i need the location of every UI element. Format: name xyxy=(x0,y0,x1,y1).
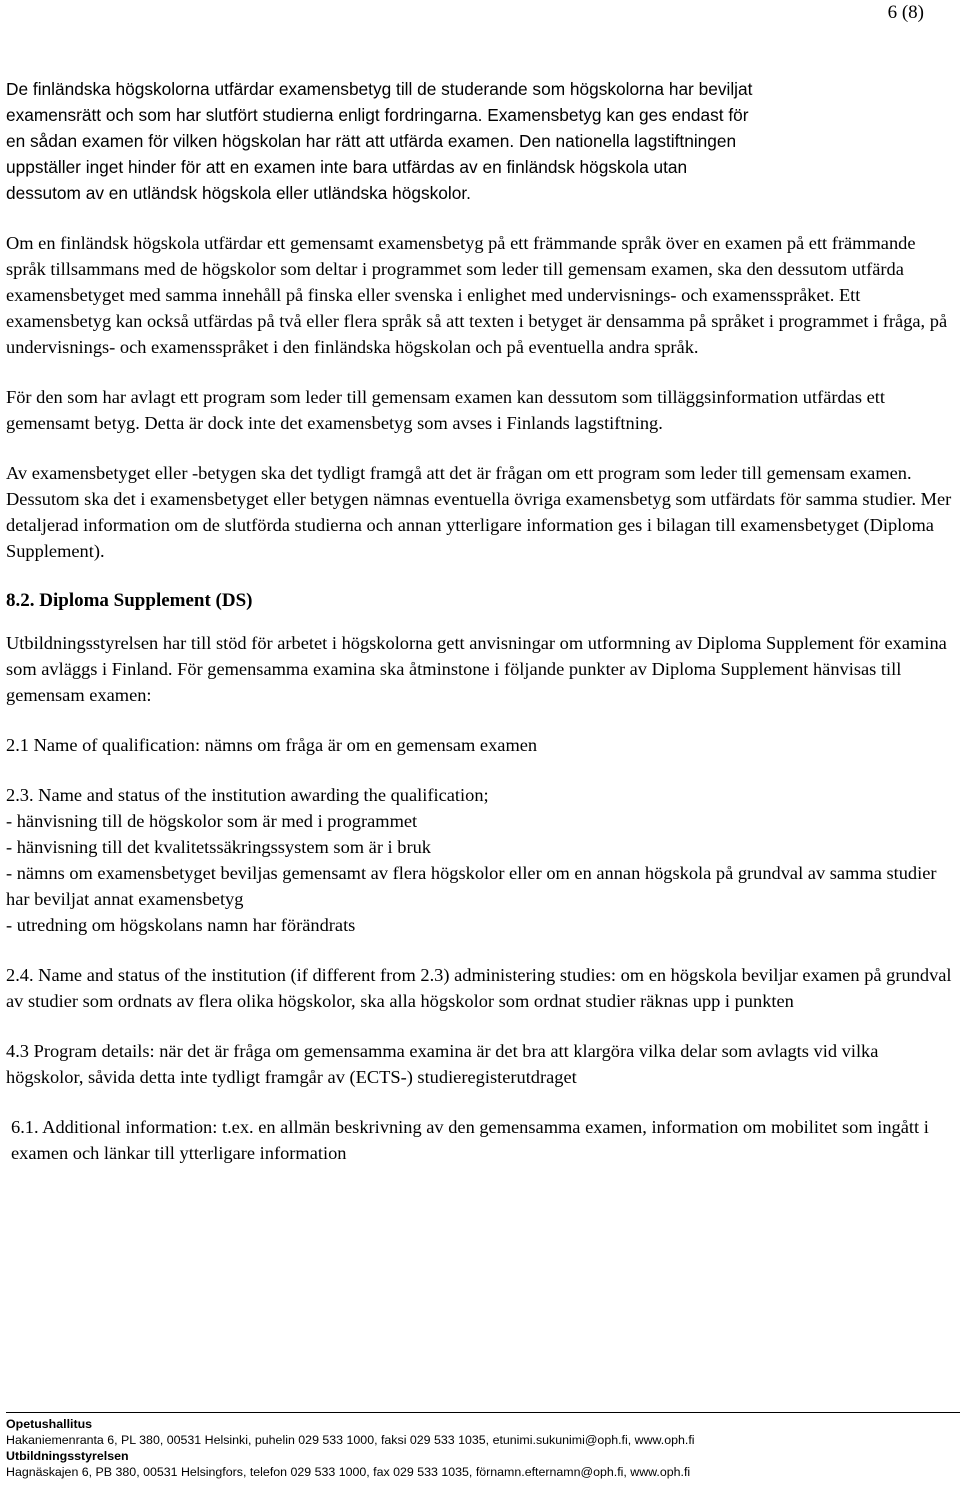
list-item: - hänvisning till det kvalitetssäkringssystem som är i bruk xyxy=(6,837,431,857)
paragraph-item-6-1: 6.1. Additional information: t.ex. en allmän beskrivning av den gemensamma examen, information om mobilitet som ingått i examen och länkar till ytterligare information xyxy=(11,1117,929,1163)
paragraph-intro xyxy=(6,76,954,206)
text-line: De finländska högskolorna utfärdar examensbetyg till de studerande som högskolorna har beviljat xyxy=(6,79,753,99)
paragraph-additional-certificate: För den som har avlagt ett program som leder till gemensam examen kan dessutom som tilläggsinformation utfärdas ett gemensamt betyg. Detta är dock inte det examensbetyg som avses i Finlands lagstiftning. xyxy=(6,387,885,433)
paragraph-joint-degree: Av examensbetyget eller -betygen ska det tydligt framgå att det är frågan om ett program som leder till gemensam examen. Dessutom ska det i examensbetyget eller betygen nämnas eventuella övriga examensbetyg som utfärdats för samma studier. Mer detaljerad information om de slutförda studierna och annan ytterligare information ges i bilagan till examensbetyget (Diploma Supplement). xyxy=(6,463,952,561)
section-heading-diploma-supplement: 8.2. Diploma Supplement (DS) xyxy=(6,590,253,611)
text-line: uppställer inget hinder för att en examen inte bara utfärdas av en finländsk högskola utan xyxy=(6,157,688,177)
page-number: 6 (8) xyxy=(887,2,924,23)
paragraph-guidelines: Utbildningsstyrelsen har till stöd för arbetet i högskolorna gett anvisningar om utformning av Diploma Supplement för examina som avläggs i Finland. För gemensamma examina ska åtminstone i följande punkter av Diploma Supplement hänvisas till gemensam examen: xyxy=(6,633,947,705)
document-body xyxy=(6,76,954,1190)
paragraph-foreign-language: Om en finländsk högskola utfärdar ett gemensamt examensbetyg på ett främmande språk över en examen på ett främmande språk tillsammans med de högskolor som deltar i programmet som leder till gemensam examen, ska den dessutom utfärda examensbetyget med samma innehåll på finska eller svenska i enlighet med undervisnings- och examensspråket. Ett examensbetyg kan också utfärdas på två eller flera språk så att texten i betyget är densamma på språket i programmet i fråga, på undervisnings- och examensspråket i den finländska högskolan och på eventuella andra språk. xyxy=(6,233,948,357)
footer-address-finnish: Hakaniemenranta 6, PL 380, 00531 Helsinki, puhelin 029 533 1000, faksi 029 533 1035, etunimi.sukunimi@oph.fi, www.oph.fi xyxy=(6,1433,695,1447)
list-item: 2.3. Name and status of the institution awarding the qualification; xyxy=(6,785,489,805)
paragraph-item-2-4: 2.4. Name and status of the institution (if different from 2.3) administering studies: om en högskola beviljar examen på grundval av studier som ordnats av flera olika högskolor, ska alla högskolor som ordnat studier räknas upp i punkten xyxy=(6,965,952,1011)
list-item: - nämns om examensbetyget beviljas gemensamt av flera högskolor eller om en annan högskola på grundval av samma studier har beviljat annat examensbetyg xyxy=(6,863,937,909)
list-item: - utredning om högskolans namn har förändrats xyxy=(6,915,356,935)
paragraph-item-4-3: 4.3 Program details: när det är fråga om gemensamma examina är det bra att klargöra vilka delar som avlagts vid vilka högskolor, såvida detta inte tydligt framgår av (ECTS-) studieregisterutdraget xyxy=(6,1041,879,1087)
footer-address-swedish: Hagnäskajen 6, PB 380, 00531 Helsingfors, telefon 029 533 1000, fax 029 533 1035, förnamn.efternamn@oph.fi, www.oph.fi xyxy=(6,1465,691,1479)
text-line-part: Den nationella lagstiftningen xyxy=(519,131,737,151)
paragraph-item-2-1: 2.1 Name of qualification: nämns om fråga är om en gemensam examen xyxy=(6,735,538,755)
page-footer xyxy=(6,1412,960,1480)
text-line-part: en sådan examen för vilken högskolan har rätt att utfärda examen. xyxy=(6,131,515,151)
list-item: - hänvisning till de högskolor som är med i programmet xyxy=(6,811,418,831)
text-line: examensrätt och som har slutfört studierna enligt fordringarna. Examensbetyg kan ges endast för xyxy=(6,105,749,125)
footer-org-finnish: Opetushallitus xyxy=(6,1417,93,1431)
footer-org-swedish: Utbildningsstyrelsen xyxy=(6,1449,129,1463)
text-line xyxy=(6,128,954,154)
text-line: dessutom av en utländsk högskola eller utländska högskolor. xyxy=(6,183,471,203)
paragraph-item-2-3 xyxy=(6,782,954,938)
